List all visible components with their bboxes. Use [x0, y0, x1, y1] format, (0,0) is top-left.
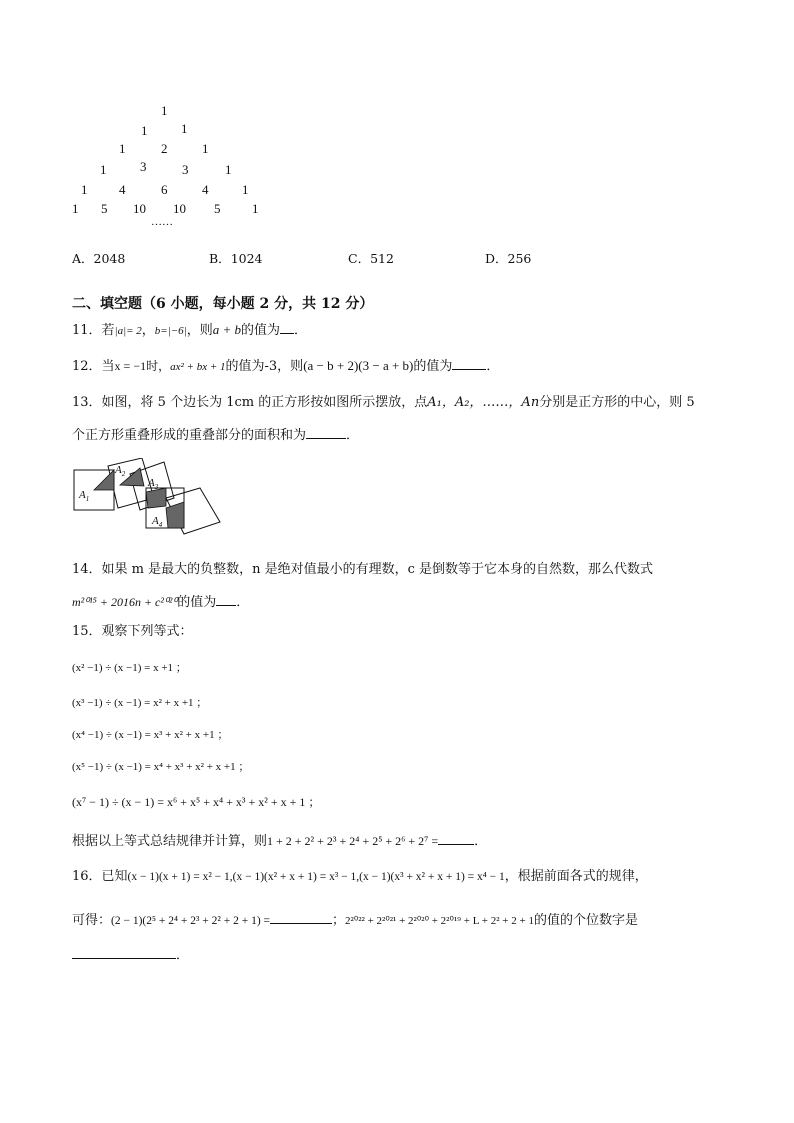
question-16-line-1: 16．已知(x − 1)(x + 1) = x² − 1,(x − 1)(x² + x + 1) = x³ − 1,(x − 1)(x³ + x² + x + 1) = x⁴ − 1，根据前面各式的规律， [72, 869, 648, 884]
overlap-region-1 [94, 470, 114, 490]
option-b: B．1024 [209, 251, 263, 266]
triangle-number: 1 [141, 123, 148, 138]
triangle-number: 3 [140, 159, 147, 174]
triangle-number: 1 [202, 141, 209, 156]
question-16-line-2: 可得：(2 − 1)(2⁵ + 2⁴ + 2³ + 2² + 2 + 1) = ；2²⁰²² + 2²⁰²¹ + 2²⁰²⁰ + 2²⁰¹⁹ + L + 2² + 2 + 1的值的个位数字是 [72, 913, 638, 928]
option-c: C．512 [348, 251, 394, 266]
question-11: 11．若|a|= 2，b=|−6|，则a + b的值为 ． [72, 322, 308, 338]
question-14-line-1: 14．如果 m 是最大的负整数，n 是绝对值最小的有理数，c 是倒数等于它本身的自然数，那么代数式 [72, 562, 654, 577]
overlapping-squares-figure [70, 458, 230, 540]
answer-blank [270, 911, 332, 924]
triangle-number: 1 [242, 182, 249, 197]
option-d: D．256 [485, 251, 532, 266]
answer-blank [438, 832, 474, 845]
triangle-number: 6 [161, 182, 168, 197]
svg-text:A4: $A_4$ [152, 515, 163, 529]
question-16-line-3: ． [72, 946, 189, 965]
svg-text:A3: $A_3$ [148, 477, 159, 491]
triangle-number: 5 [214, 201, 221, 216]
overlap-region-3 [146, 488, 166, 508]
triangle-ellipsis: …… [151, 216, 173, 228]
question-12: 12．当x = −1时，ax² + bx + 1的值为-3，则(a − b + 2)(3 − a + b)的值为 ． [72, 358, 500, 374]
option-a: A．2048 [72, 251, 126, 266]
equation-2: (x³ −1) ÷ (x −1) = x² + x +1 ； [72, 697, 208, 709]
question-13-line-1: 13．如图，将 5 个边长为 1cm 的正方形按如图所示摆放，点A₁，A₂，……，An分别是正方形的中心，则 5 [72, 395, 695, 410]
triangle-number: 1 [225, 162, 232, 177]
answer-blank [452, 357, 486, 370]
triangle-number: 10 [133, 201, 146, 216]
section-2-heading: 二、填空题（6 小题，每小题 2 分，共 12 分） [72, 296, 374, 312]
triangle-number: 1 [81, 182, 88, 197]
answer-blank [306, 426, 346, 439]
triangle-number: 1 [100, 162, 107, 177]
question-15-summary: 根据以上等式总结规律并计算，则1 + 2 + 2² + 2³ + 2⁴ + 2⁵ + 2⁶ + 2⁷ = ． [72, 834, 488, 849]
triangle-number: 4 [202, 182, 209, 197]
equation-1: (x² −1) ÷ (x −1) = x +1 ； [72, 662, 187, 674]
triangle-number: 1 [72, 201, 79, 216]
equation-4: (x⁵ −1) ÷ (x −1) = x⁴ + x³ + x² + x +1 ； [72, 761, 250, 773]
triangle-number: 10 [173, 201, 186, 216]
answer-blank [280, 321, 294, 334]
svg-text:A2: $A_2$ [115, 464, 126, 478]
question-15-intro: 15．观察下列等式： [72, 624, 193, 639]
question-14-line-2: m²⁰¹⁵ + 2016n + c²⁰²⁰的值为 ． [72, 595, 250, 610]
triangle-number: 1 [119, 141, 126, 156]
equation-5: (x⁷ − 1) ÷ (x − 1) = x⁶ + x⁵ + x⁴ + x³ + x² + x + 1 ； [72, 795, 321, 809]
answer-blank [72, 946, 176, 959]
triangle-number: 1 [161, 103, 168, 118]
triangle-number: 1 [181, 121, 188, 136]
answer-blank [216, 593, 236, 606]
overlap-region-4 [166, 502, 184, 528]
svg-text:A1: $A_1$ [79, 489, 90, 503]
triangle-number: 4 [119, 182, 126, 197]
triangle-number: 2 [161, 141, 168, 156]
triangle-number: 3 [182, 162, 189, 177]
question-13-line-2: 个正方形重叠形成的重叠部分的面积和为 ． [72, 428, 360, 443]
triangle-number: 5 [101, 201, 108, 216]
equation-3: (x⁴ −1) ÷ (x −1) = x³ + x² + x +1 ； [72, 729, 229, 741]
triangle-number: 1 [252, 201, 259, 216]
